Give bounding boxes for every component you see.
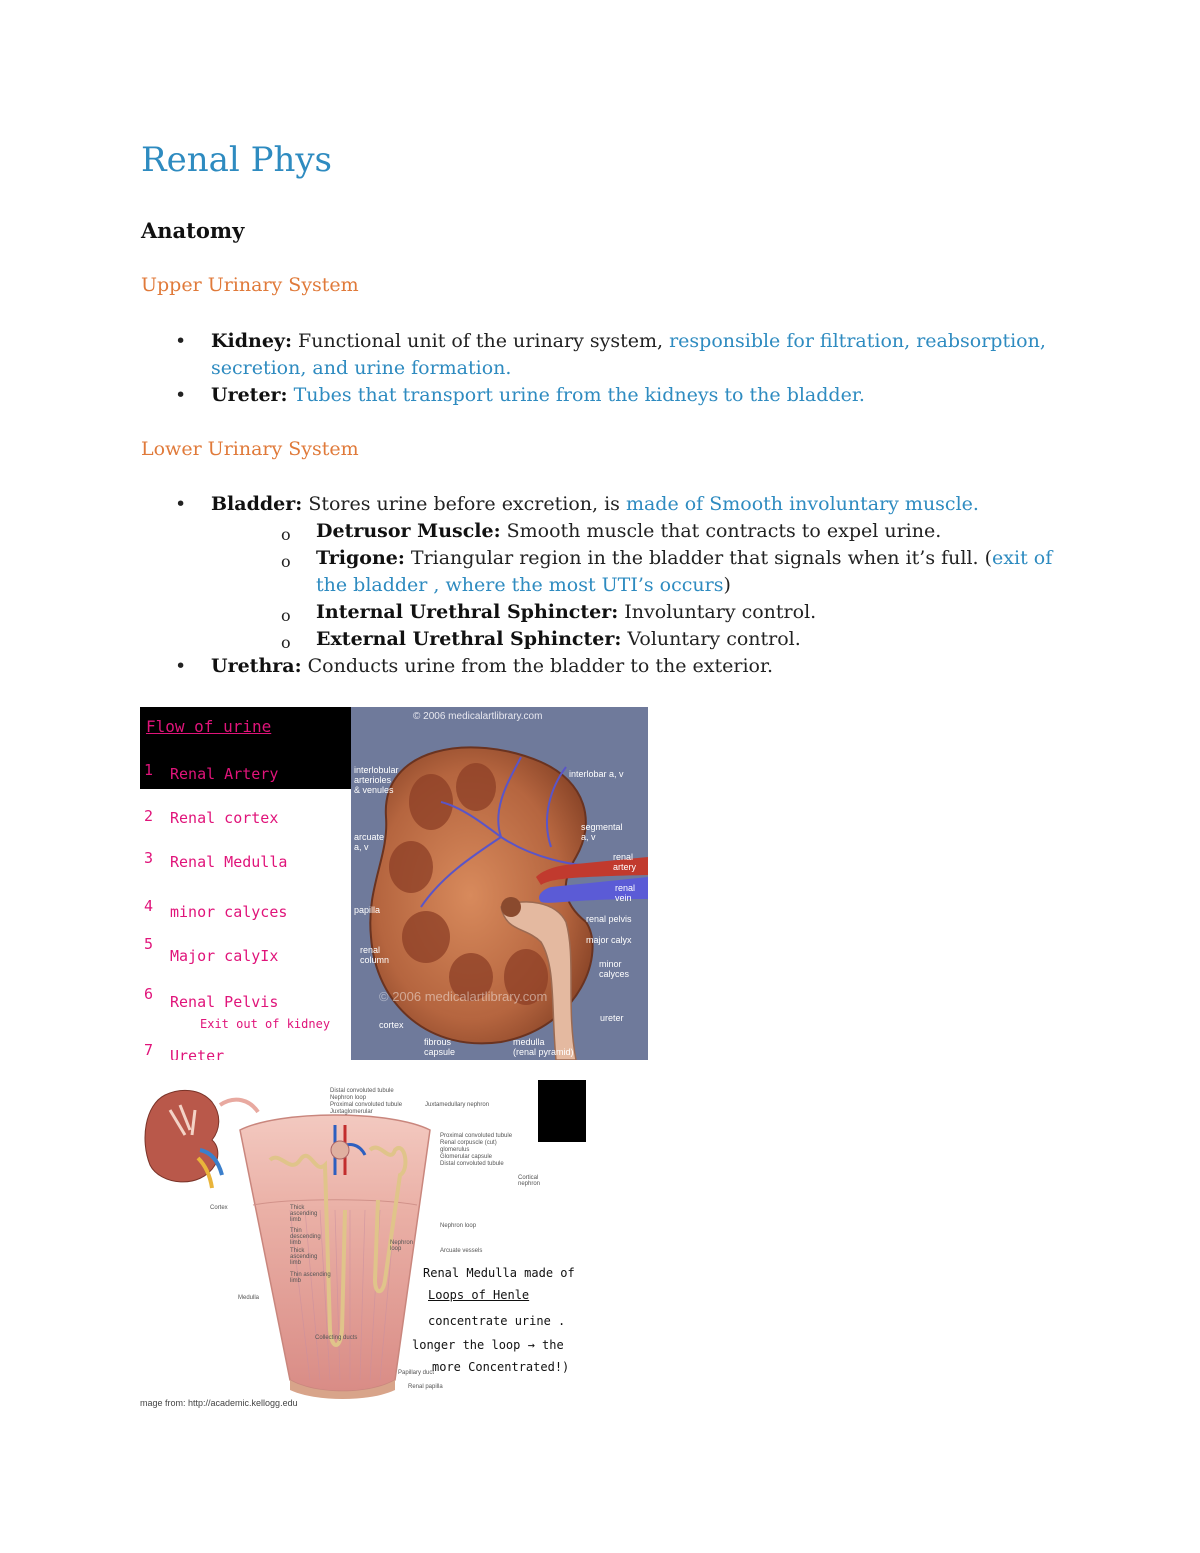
top-label-6: Renal corpuscle (cut) xyxy=(440,1140,497,1146)
label-major-calyx: major calyx xyxy=(586,935,632,945)
label-interlobular: interlobular arterioles & venules xyxy=(354,765,399,795)
step-renal-cortex: Renal cortex xyxy=(170,809,279,827)
lower-urinary-list xyxy=(175,491,1055,680)
label-medulla-fig2: Medulla xyxy=(238,1295,260,1301)
label-renal-pelvis: renal pelvis xyxy=(586,914,632,924)
top-label-0: Distal convoluted tubule xyxy=(330,1088,394,1094)
top-label-5: Proximal convoluted tubule xyxy=(440,1133,513,1139)
step-renal-medulla: Renal Medulla xyxy=(170,853,288,871)
highlight-trigone: exit of the bladder , where the most UTI’s occurs xyxy=(316,547,1053,596)
step-number-5: 5 xyxy=(144,935,154,953)
note-line-3: longer the loop → the xyxy=(412,1338,564,1352)
list-item-ureter: • Ureter: Tubes that transport urine from the kidneys to the bladder. xyxy=(175,384,865,406)
lower-urinary-heading: Lower Urinary System xyxy=(141,438,359,460)
papilla-shape xyxy=(501,897,521,917)
top-label-2: Proximal convoluted tubule xyxy=(330,1102,403,1108)
note-line-2: concentrate urine . xyxy=(428,1314,566,1328)
top-label-3: Juxtaglomerular xyxy=(330,1109,373,1115)
mid-label-4: Collecting ducts xyxy=(315,1335,358,1341)
mid-label-2: Thick ascending limb xyxy=(290,1248,318,1266)
top-label-7: glomerulus xyxy=(440,1147,470,1153)
upper-urinary-list xyxy=(175,328,1055,409)
label-medulla: medulla (renal pyramid) xyxy=(513,1037,574,1057)
sub-item-internal-sphincter: o Internal Urethral Sphincter: Involuntary control. xyxy=(281,601,817,625)
upper-urinary-heading: Upper Urinary System xyxy=(141,274,359,296)
highlight-bladder: made of Smooth involuntary muscle. xyxy=(625,493,979,515)
note-line-4: more Concentrated!) xyxy=(432,1360,570,1374)
label-renal-column: renal column xyxy=(360,945,390,965)
step-renal-pelvis: Renal Pelvis xyxy=(170,993,279,1011)
list-item-bladder: • Bladder: Stores urine before excretion, is made of Smooth involuntary muscle. o Detrusor Muscle: Smooth muscle that contracts to expel urine. o Trigone: Triangular region in the bladder that signals when it’s full. (exit of the bladder , where the most UTI’s occurs) o Internal Urethral Sphincter: Involuntary control. o External Urethral Sphincter: Voluntary control. xyxy=(175,491,1055,653)
label-papilla: papilla xyxy=(354,905,381,915)
image-credit: mage from: http://academic.kellogg.edu xyxy=(140,1398,298,1408)
kidney-illustration xyxy=(351,707,648,1060)
label-interlobar: interlobar a, v xyxy=(569,769,624,779)
note-line-1: Loops of Henle xyxy=(428,1288,530,1302)
label-fibrous-capsule: fibrous capsule xyxy=(424,1037,456,1057)
step-number-2: 2 xyxy=(144,807,154,825)
step-ureter: Ureter xyxy=(170,1047,225,1060)
term-bladder: Bladder: xyxy=(211,493,303,515)
bladder-sublist xyxy=(211,518,1055,653)
zoom-arrow xyxy=(220,1100,258,1112)
mini-kidney xyxy=(145,1090,222,1188)
label-cortex: cortex xyxy=(379,1020,404,1030)
top-label-9: Distal convoluted tubule xyxy=(440,1161,504,1167)
kidney-cross-section-svg xyxy=(351,707,648,1060)
top-label-4: Juxtamedullary nephron xyxy=(425,1102,490,1108)
top-label-1: Nephron loop xyxy=(330,1095,367,1101)
term-ureter: Ureter: xyxy=(211,384,288,406)
step-minor-calyces: minor calyces xyxy=(170,903,288,921)
right-label-2: Arcuate vessels xyxy=(440,1248,483,1254)
term-urethra: Urethra: xyxy=(211,655,302,677)
anatomy-heading: Anatomy xyxy=(141,218,245,243)
label-minor-calyces: minor calyces xyxy=(599,959,630,979)
right-label-0: Cortical nephron xyxy=(518,1175,541,1187)
step-number-4: 4 xyxy=(144,897,154,915)
note-line-0: Renal Medulla made of xyxy=(423,1266,575,1280)
mid-label-1: Thin descending limb xyxy=(290,1228,321,1246)
term-kidney: Kidney: xyxy=(211,330,292,352)
step-major-calyx: Major calyIx xyxy=(170,947,279,965)
step-number-1: 1 xyxy=(144,761,154,779)
copyright-label: © 2006 medicalartlibrary.com xyxy=(413,711,543,722)
mid-label-3: Thin ascending limb xyxy=(290,1272,331,1284)
mid-label-0: Thick ascending limb xyxy=(290,1205,318,1223)
right-label-3: Papillary duct xyxy=(398,1370,435,1376)
label-arcuate: arcuate a, v xyxy=(354,832,385,852)
label-renal-artery: renal artery xyxy=(613,852,637,872)
sub-item-detrusor: o Detrusor Muscle: Smooth muscle that contracts to expel urine. xyxy=(281,520,942,544)
step-exit-kidney: Exit out of kidney xyxy=(200,1017,331,1031)
sub-item-trigone: o Trigone: Triangular region in the bladder that signals when it’s full. (exit of the bladder , where the most UTI’s occurs) xyxy=(281,547,1053,596)
watermark-label: © 2006 medicalartlibrary.com xyxy=(379,989,548,1004)
figure-flow-of-urine xyxy=(140,707,648,1060)
step-renal-artery: Renal Artery xyxy=(170,765,279,783)
step-number-7: 7 xyxy=(144,1041,154,1059)
top-label-8: Glomerular capsule xyxy=(440,1154,493,1160)
list-item-kidney: • Kidney: Functional unit of the urinary system, responsible for filtration, reabsorption, secretion, and urine formation. xyxy=(175,330,1046,379)
label-renal-vein: renal vein xyxy=(615,883,636,903)
right-label-4: Renal papilla xyxy=(408,1384,443,1390)
right-label-1: Nephron loop xyxy=(440,1223,477,1229)
figure-nephron xyxy=(140,1080,586,1410)
step-number-6: 6 xyxy=(144,985,154,1003)
black-square-redaction xyxy=(538,1080,586,1142)
step-number-3: 3 xyxy=(144,849,154,867)
nephron-illustration-svg xyxy=(140,1080,586,1400)
mid-label-5: Nephron loop xyxy=(390,1240,414,1252)
page-title: Renal Phys xyxy=(141,140,333,180)
glomerulus-shape xyxy=(331,1141,349,1159)
label-cortex-fig2: Cortex xyxy=(210,1205,228,1211)
sub-item-external-sphincter: o External Urethral Sphincter: Voluntary control. xyxy=(281,628,801,652)
label-ureter: ureter xyxy=(600,1013,624,1023)
label-segmental: segmental a, v xyxy=(581,822,623,842)
highlight-ureter: Tubes that transport urine from the kidneys to the bladder. xyxy=(293,384,865,406)
list-item-urethra: • Urethra: Conducts urine from the bladder to the exterior. xyxy=(175,655,773,677)
highlight-kidney: responsible for filtration, reabsorption, secretion, and urine formation. xyxy=(211,330,1046,379)
notes-title: Flow of urine xyxy=(146,717,272,736)
